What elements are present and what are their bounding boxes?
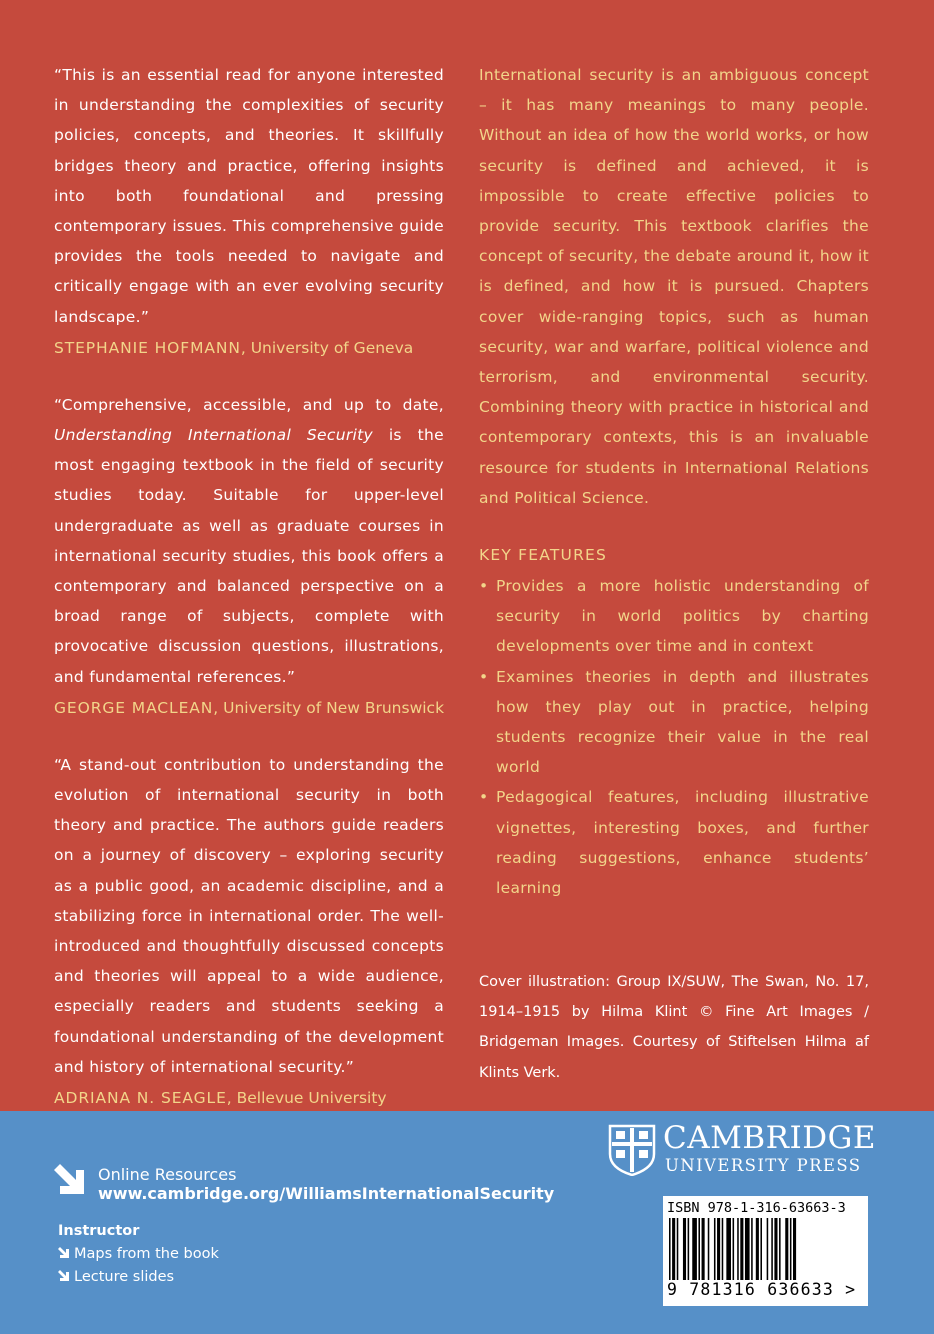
bullet-icon: • [479, 577, 489, 596]
resource-item-slides [58, 1269, 174, 1285]
arrow-down-right-icon [54, 1164, 88, 1198]
endorser-affiliation: , Bellevue University [226, 1089, 387, 1108]
endorsement-attribution-2 [54, 696, 444, 720]
online-resources-url[interactable]: www.cambridge.org/WilliamsInternationalSecurity [98, 1184, 555, 1203]
endorsement-quote-2 [54, 390, 444, 692]
publisher-name: CAMBRIDGE [663, 1120, 876, 1156]
cover-illustration-credit: Cover illustration: Group IX/SUW, The Swan, No. 17, 1914–1915 by Hilma Klint © Fine Art Images / Bridgeman Images. Courtesy of Stiftelsen Hilma af Klints Verk. [479, 974, 869, 1081]
arrow-down-right-icon [58, 1270, 70, 1282]
resource-label: Maps from the book [74, 1246, 219, 1262]
endorser-name: GEORGE MACLEAN [54, 698, 214, 717]
list-item [479, 782, 869, 903]
endorser-name: ADRIANA N. SEAGLE [54, 1089, 227, 1108]
online-resources-title: Online Resources [98, 1165, 237, 1184]
publisher-subtitle: UNIVERSITY PRESS [665, 1156, 862, 1175]
book-description: International security is an ambiguous concept – it has many meanings to many people. Without an idea of how the world works, or how security is defined and achieved, it is impossible to create effective policies to provide security. This textbook clarifies the concept of security, the debate around it, how it is defined, and how it is pursued. Chapters cover wide-ranging topics, such as human security, war and warfare, political violence and terrorism, and environmental security. Combining theory with practice in historical and contemporary contexts, this is an invaluable resource for students in International Relations and Political Science. [479, 66, 869, 507]
endorser-affiliation: , University of Geneva [240, 338, 414, 357]
isbn-barcode-box [663, 1196, 868, 1306]
arrow-down-right-icon [58, 1247, 70, 1259]
endorsement-quote-1: “This is an essential read for anyone interested in understanding the complexities of security policies, concepts, and theories. It skillfully bridges theory and practice, offering insights into both foundational and pressing contemporary issues. This comprehensive guide provides the tools needed to navigate and critically engage with an ever evolving security landscape.” [54, 66, 444, 326]
university-crest-icon [608, 1124, 656, 1176]
feature-text: Provides a more holistic understanding of security in world politics by charting developments over time and in context [496, 577, 869, 656]
endorsements-column [54, 60, 444, 1110]
quote-text: “Comprehensive, accessible, and up to date, [54, 395, 444, 414]
key-features-list [479, 571, 869, 903]
bullet-icon: • [479, 667, 489, 686]
key-features-heading: KEY FEATURES [479, 546, 608, 565]
quote-text: is the most engaging textbook in the field of security studies today. Suitable for upper-level undergraduate as well as graduate courses in international security studies, this book offers a contemporary and balanced perspective on a broad range of subjects, complete with provocative discussion questions, illustrations, and fundamental references.” [54, 426, 444, 686]
description-column [479, 60, 869, 903]
bullet-icon: • [479, 788, 489, 807]
book-title-italic: Understanding International Security [54, 426, 373, 445]
feature-text: Examines theories in depth and illustrates how they play out in practice, helping students recognize their value in the real world [496, 667, 869, 777]
list-item [479, 662, 869, 783]
list-item [479, 571, 869, 662]
barcode-icon [667, 1218, 864, 1280]
endorsement-quote-3: “A stand-out contribution to understanding the evolution of international security in both theory and practice. The authors guide readers on a journey of discovery – exploring security as a public good, an academic discipline, and a stabilizing force in international order. The well-introduced and thoughtfully discussed concepts and theories will appeal to a wide audience, especially readers and students seeking a foundational understanding of the development and history of international security.” [54, 755, 444, 1076]
endorser-name: STEPHANIE HOFMANN [54, 338, 241, 357]
resource-item-maps [58, 1246, 219, 1262]
barcode-digits: 9 781316 636633 > [667, 1280, 857, 1299]
feature-text: Pedagogical features, including illustrative vignettes, interesting boxes, and further reading suggestions, enhance students’ learning [496, 788, 869, 898]
isbn-label: ISBN 978-1-316-63663-3 [667, 1200, 846, 1216]
instructor-label: Instructor [58, 1223, 140, 1239]
endorsement-attribution-1 [54, 336, 444, 360]
endorsement-attribution-3 [54, 1086, 444, 1110]
resource-label: Lecture slides [74, 1269, 175, 1285]
endorser-affiliation: , University of New Brunswick [213, 698, 445, 717]
